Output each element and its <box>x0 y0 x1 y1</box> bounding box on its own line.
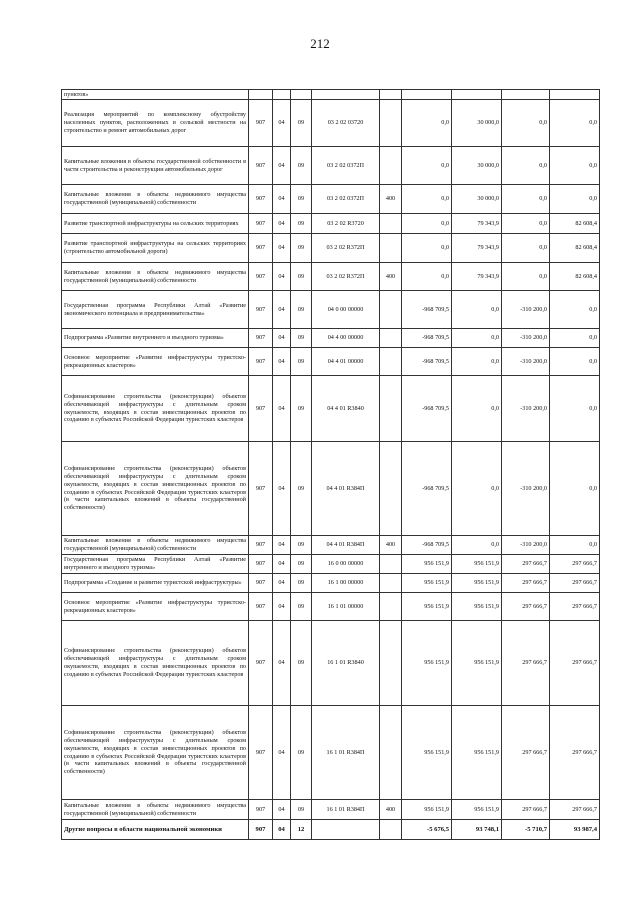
row-name: Капитальные вложения в объекты государственной собственности в части строительства и реконструкции автомобильных дорог <box>62 147 249 185</box>
row-amount-2: 79 343,9 <box>452 234 502 263</box>
row-pr: 09 <box>291 376 312 442</box>
row-name: Капитальные вложения в объекты недвижимого имущества государственной (муниципальной) собственности <box>62 263 249 291</box>
table-row <box>62 820 600 840</box>
row-amount-1: 0,0 <box>402 234 452 263</box>
row-vr <box>380 90 402 100</box>
row-amount-1: -968 709,5 <box>402 348 452 376</box>
row-csr: 04 4 01 00000 <box>312 348 380 376</box>
row-amount-1: 0,0 <box>402 100 452 147</box>
row-gr: 907 <box>249 442 273 536</box>
row-amount-4: 0,0 <box>550 329 600 348</box>
row-amount-2: 0,0 <box>452 329 502 348</box>
row-gr: 907 <box>249 536 273 555</box>
row-amount-1 <box>402 90 452 100</box>
row-pr: 09 <box>291 329 312 348</box>
row-rz: 04 <box>273 185 291 214</box>
row-rz: 04 <box>273 214 291 234</box>
row-amount-4: 82 608,4 <box>550 214 600 234</box>
table-row <box>62 376 600 442</box>
row-amount-3: 297 666,7 <box>502 574 550 593</box>
row-name: Подпрограмма «Развитие внутреннего и въездного туризма» <box>62 329 249 348</box>
row-pr: 09 <box>291 100 312 147</box>
row-amount-3: 297 666,7 <box>502 555 550 574</box>
row-csr: 16 0 00 00000 <box>312 555 380 574</box>
row-amount-3: -310 200,0 <box>502 329 550 348</box>
row-rz: 04 <box>273 100 291 147</box>
table-row <box>62 348 600 376</box>
row-vr <box>380 329 402 348</box>
row-name: Развитие транспортной инфраструктуры на сельских территориях <box>62 214 249 234</box>
row-vr <box>380 593 402 621</box>
row-rz: 04 <box>273 555 291 574</box>
row-amount-4 <box>550 90 600 100</box>
table-row <box>62 147 600 185</box>
row-csr <box>312 90 380 100</box>
row-amount-3: 0,0 <box>502 214 550 234</box>
row-name: Другие вопросы в области национальной экономики <box>62 820 249 840</box>
row-amount-1: 0,0 <box>402 147 452 185</box>
row-vr <box>380 706 402 800</box>
row-amount-4: 0,0 <box>550 442 600 536</box>
row-amount-2 <box>452 90 502 100</box>
row-name: Капитальные вложения в объекты недвижимого имущества государственной (муниципальной) собственности <box>62 536 249 555</box>
row-rz: 04 <box>273 536 291 555</box>
row-amount-1: -5 676,5 <box>402 820 452 840</box>
table-body <box>62 90 600 840</box>
row-pr: 09 <box>291 234 312 263</box>
row-amount-3: 0,0 <box>502 234 550 263</box>
row-pr: 12 <box>291 820 312 840</box>
row-rz <box>273 90 291 100</box>
row-csr: 04 0 00 00000 <box>312 291 380 329</box>
row-rz: 04 <box>273 442 291 536</box>
table-row <box>62 329 600 348</box>
row-amount-4: 0,0 <box>550 348 600 376</box>
row-amount-1: 956 151,9 <box>402 800 452 820</box>
row-csr: 03 2 02 R3720 <box>312 214 380 234</box>
row-amount-2: 93 748,1 <box>452 820 502 840</box>
row-csr: 03 2 02 R372П <box>312 263 380 291</box>
row-amount-1: 0,0 <box>402 214 452 234</box>
row-amount-1: -968 709,5 <box>402 329 452 348</box>
row-amount-3: 297 666,7 <box>502 621 550 706</box>
table-row <box>62 90 600 100</box>
row-gr: 907 <box>249 800 273 820</box>
row-rz: 04 <box>273 621 291 706</box>
row-amount-1: -968 709,5 <box>402 536 452 555</box>
row-rz: 04 <box>273 329 291 348</box>
page-number: 212 <box>310 36 330 51</box>
row-amount-3: 297 666,7 <box>502 593 550 621</box>
row-amount-3: 0,0 <box>502 263 550 291</box>
budget-table <box>61 89 600 840</box>
row-name: Капитальные вложения в объекты недвижимого имущества государственной (муниципальной) собственности <box>62 800 249 820</box>
row-amount-1: -968 709,5 <box>402 376 452 442</box>
row-amount-3: -310 200,0 <box>502 291 550 329</box>
row-pr: 09 <box>291 214 312 234</box>
row-csr: 03 2 02 0372П <box>312 185 380 214</box>
row-vr: 400 <box>380 263 402 291</box>
row-amount-4: 297 666,7 <box>550 574 600 593</box>
row-amount-3: -310 200,0 <box>502 442 550 536</box>
row-amount-2: 956 151,9 <box>452 555 502 574</box>
row-amount-3 <box>502 90 550 100</box>
row-gr: 907 <box>249 291 273 329</box>
table-row <box>62 100 600 147</box>
table-row <box>62 706 600 800</box>
row-pr: 09 <box>291 555 312 574</box>
row-gr: 907 <box>249 820 273 840</box>
row-vr <box>380 291 402 329</box>
row-pr: 09 <box>291 800 312 820</box>
row-amount-1: 956 151,9 <box>402 706 452 800</box>
row-amount-2: 30 000,0 <box>452 185 502 214</box>
row-name: Софинансирование строительства (реконструкции) объектов обеспечивающей инфраструктуры с длительным сроком окупаемости, входящих в состав инвестиционных проектов по созданию в субъектах Российской Федерации туристских кластеров (в части капитальных вложений в объекты государственной собственности) <box>62 442 249 536</box>
row-pr: 09 <box>291 147 312 185</box>
row-pr: 09 <box>291 593 312 621</box>
row-amount-1: 956 151,9 <box>402 593 452 621</box>
row-amount-4: 82 608,4 <box>550 263 600 291</box>
row-vr <box>380 621 402 706</box>
row-amount-4: 297 666,7 <box>550 706 600 800</box>
row-vr <box>380 555 402 574</box>
row-csr: 16 1 00 00000 <box>312 574 380 593</box>
row-pr: 09 <box>291 263 312 291</box>
row-amount-3: -5 710,7 <box>502 820 550 840</box>
row-csr: 04 4 01 R3840 <box>312 376 380 442</box>
row-name: Реализация мероприятий по комплексному обустройству населенных пунктов, расположенных в сельской местности на строительство и ремонт автомобильных дорог <box>62 100 249 147</box>
row-vr <box>380 820 402 840</box>
row-csr: 04 4 01 R384П <box>312 442 380 536</box>
row-amount-3: 0,0 <box>502 185 550 214</box>
row-vr <box>380 574 402 593</box>
row-pr: 09 <box>291 291 312 329</box>
row-gr: 907 <box>249 593 273 621</box>
table-row <box>62 593 600 621</box>
row-csr: 03 2 02 R372П <box>312 234 380 263</box>
row-csr: 16 1 01 00000 <box>312 593 380 621</box>
row-csr: 04 4 01 R384П <box>312 536 380 555</box>
row-amount-4: 0,0 <box>550 147 600 185</box>
table-row <box>62 536 600 555</box>
row-rz: 04 <box>273 376 291 442</box>
row-rz: 04 <box>273 147 291 185</box>
row-amount-1: 0,0 <box>402 185 452 214</box>
row-amount-4: 0,0 <box>550 376 600 442</box>
table-row <box>62 291 600 329</box>
row-pr: 09 <box>291 442 312 536</box>
row-amount-2: 30 000,0 <box>452 147 502 185</box>
row-amount-2: 30 000,0 <box>452 100 502 147</box>
row-gr: 907 <box>249 147 273 185</box>
row-vr <box>380 376 402 442</box>
row-amount-4: 297 666,7 <box>550 593 600 621</box>
row-rz: 04 <box>273 706 291 800</box>
row-amount-2: 0,0 <box>452 442 502 536</box>
row-gr: 907 <box>249 185 273 214</box>
row-amount-4: 82 608,4 <box>550 234 600 263</box>
row-vr <box>380 348 402 376</box>
row-amount-4: 0,0 <box>550 536 600 555</box>
row-gr: 907 <box>249 263 273 291</box>
row-gr: 907 <box>249 621 273 706</box>
table-row <box>62 185 600 214</box>
row-csr: 16 1 01 R384П <box>312 706 380 800</box>
row-amount-3: 297 666,7 <box>502 800 550 820</box>
row-rz: 04 <box>273 348 291 376</box>
table-row <box>62 555 600 574</box>
row-amount-4: 297 666,7 <box>550 555 600 574</box>
row-csr: 03 2 02 0372П <box>312 147 380 185</box>
row-amount-1: -968 709,5 <box>402 442 452 536</box>
table-row <box>62 263 600 291</box>
row-amount-4: 297 666,7 <box>550 800 600 820</box>
row-name: Развитие транспортной инфраструктуры на сельских территориях (строительство автомобильной дороги) <box>62 234 249 263</box>
row-amount-3: -310 200,0 <box>502 376 550 442</box>
row-pr: 09 <box>291 621 312 706</box>
row-amount-4: 0,0 <box>550 100 600 147</box>
row-name: Софинансирование строительства (реконструкции) объектов обеспечивающей инфраструктуры с длительным сроком окупаемости, входящих в состав инвестиционных проектов по созданию в субъектах Российской Федерации туристских кластеров <box>62 376 249 442</box>
row-gr: 907 <box>249 234 273 263</box>
row-amount-1: 956 151,9 <box>402 621 452 706</box>
row-amount-2: 956 151,9 <box>452 593 502 621</box>
row-pr: 09 <box>291 348 312 376</box>
row-vr <box>380 100 402 147</box>
row-amount-3: 0,0 <box>502 147 550 185</box>
row-name: пунктов» <box>62 90 249 100</box>
row-amount-4: 297 666,7 <box>550 621 600 706</box>
table-row <box>62 234 600 263</box>
row-pr: 09 <box>291 706 312 800</box>
row-pr: 09 <box>291 185 312 214</box>
row-amount-2: 0,0 <box>452 536 502 555</box>
row-rz: 04 <box>273 820 291 840</box>
table-row <box>62 214 600 234</box>
row-amount-2: 0,0 <box>452 376 502 442</box>
row-vr <box>380 442 402 536</box>
row-amount-3: -310 200,0 <box>502 348 550 376</box>
table-row <box>62 800 600 820</box>
table-row <box>62 442 600 536</box>
table-row <box>62 574 600 593</box>
row-amount-2: 0,0 <box>452 291 502 329</box>
row-amount-4: 0,0 <box>550 291 600 329</box>
row-amount-1: 0,0 <box>402 263 452 291</box>
row-gr: 907 <box>249 348 273 376</box>
row-rz: 04 <box>273 263 291 291</box>
row-gr: 907 <box>249 214 273 234</box>
row-amount-1: 956 151,9 <box>402 574 452 593</box>
row-amount-4: 0,0 <box>550 185 600 214</box>
row-amount-2: 79 343,9 <box>452 263 502 291</box>
row-gr: 907 <box>249 329 273 348</box>
row-vr <box>380 214 402 234</box>
row-gr: 907 <box>249 555 273 574</box>
row-pr: 09 <box>291 536 312 555</box>
row-amount-3: 297 666,7 <box>502 706 550 800</box>
row-vr: 400 <box>380 185 402 214</box>
row-name: Основное мероприятие «Развитие инфраструктуры туристско-рекреационных кластеров» <box>62 348 249 376</box>
row-gr: 907 <box>249 706 273 800</box>
row-csr: 03 2 02 03720 <box>312 100 380 147</box>
row-rz: 04 <box>273 234 291 263</box>
row-name: Подпрограмма «Создание и развитие туристской инфраструктуры» <box>62 574 249 593</box>
table-row <box>62 621 600 706</box>
row-pr: 09 <box>291 574 312 593</box>
row-amount-3: -310 200,0 <box>502 536 550 555</box>
row-csr <box>312 820 380 840</box>
row-amount-2: 956 151,9 <box>452 621 502 706</box>
row-amount-1: -968 709,5 <box>402 291 452 329</box>
row-amount-4: 93 987,4 <box>550 820 600 840</box>
row-gr: 907 <box>249 100 273 147</box>
row-name: Государственная программа Республики Алтай «Развитие экономического потенциала и предпринимательства» <box>62 291 249 329</box>
row-gr <box>249 90 273 100</box>
row-amount-2: 956 151,9 <box>452 706 502 800</box>
row-rz: 04 <box>273 291 291 329</box>
row-csr: 16 1 01 R3840 <box>312 621 380 706</box>
row-amount-2: 79 343,9 <box>452 214 502 234</box>
row-gr: 907 <box>249 376 273 442</box>
row-name: Государственная программа Республики Алтай «Развитие внутреннего и въездного туризма» <box>62 555 249 574</box>
row-name: Софинансирование строительства (реконструкции) объектов обеспечивающей инфраструктуры с длительным сроком окупаемости, входящих в состав инвестиционных проектов по созданию в субъектах Российской Федерации туристских кластеров <box>62 621 249 706</box>
row-vr <box>380 147 402 185</box>
row-csr: 04 4 00 00000 <box>312 329 380 348</box>
row-amount-3: 0,0 <box>502 100 550 147</box>
row-amount-1: 956 151,9 <box>402 555 452 574</box>
row-vr: 400 <box>380 536 402 555</box>
row-name: Основное мероприятие «Развитие инфраструктуры туристско-рекреационных кластеров» <box>62 593 249 621</box>
row-amount-2: 956 151,9 <box>452 800 502 820</box>
row-amount-2: 0,0 <box>452 348 502 376</box>
row-name: Капитальные вложения в объекты недвижимого имущества государственной (муниципальной) собственности <box>62 185 249 214</box>
row-rz: 04 <box>273 800 291 820</box>
row-gr: 907 <box>249 574 273 593</box>
row-rz: 04 <box>273 593 291 621</box>
row-name: Софинансирование строительства (реконструкции) объектов обеспечивающей инфраструктуры с длительным сроком окупаемости, входящих в состав инвестиционных проектов по созданию в субъектах Российской Федерации туристских кластеров (в части капитальных вложений в объекты государственной собственности) <box>62 706 249 800</box>
row-vr <box>380 234 402 263</box>
row-amount-2: 956 151,9 <box>452 574 502 593</box>
row-rz: 04 <box>273 574 291 593</box>
row-pr <box>291 90 312 100</box>
row-csr: 16 1 01 R384П <box>312 800 380 820</box>
row-vr: 400 <box>380 800 402 820</box>
